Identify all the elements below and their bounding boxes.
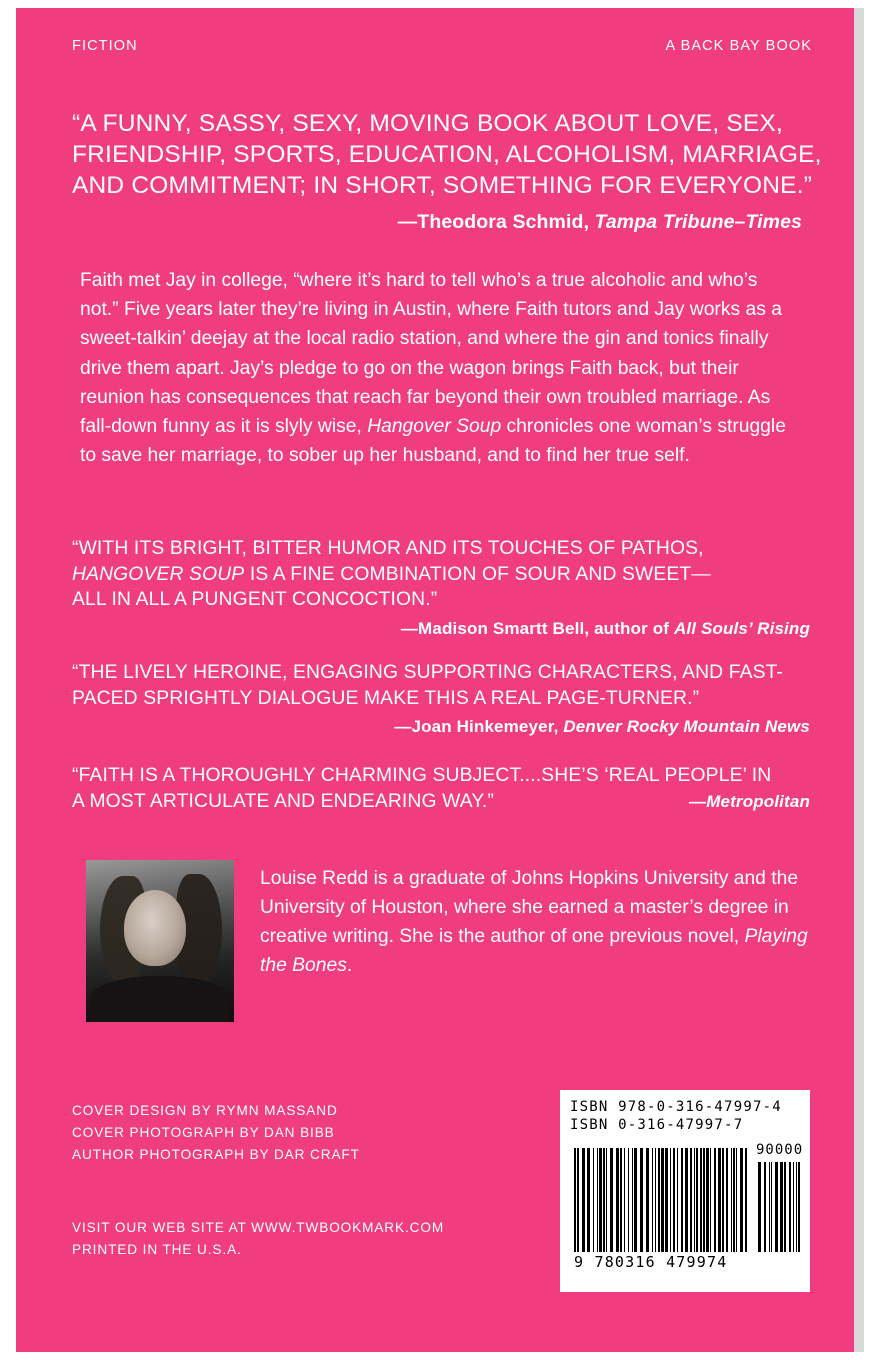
main-quote-line-2: FRIENDSHIP, SPORTS, EDUCATION, ALCOHOLISM, MARRIAGE, (72, 141, 822, 168)
description-part-1: Faith met Jay in college, “where it’s hard to tell who’s a true alcoholic and who’s not.” Five years later they’re living in Austin, where Faith tutors and Jay works as a sweet-talkin’ deejay at the local radio station, and where the gin and tonics finally drive them apart. Jay’s pledge to go on the wagon brings Faith back, but their reunion has consequences that reach far beyond their own troubled marriage. As fall-down funny as it is slyly wise, (80, 270, 782, 438)
main-quote-attribution (72, 207, 802, 238)
review-block-1 (72, 536, 810, 641)
review-2-citation-name: —Joan Hinkemeyer, (394, 717, 564, 737)
review-1-italic-title: HANGOVER SOUP (72, 563, 245, 585)
review-1-citation-source: All Souls’ Rising (673, 618, 810, 638)
review-2-citation-source: Denver Rocky Mountain News (563, 717, 810, 737)
author-bio-part-2: . (346, 955, 353, 976)
cover-content (72, 8, 822, 1352)
review-2-citation (72, 714, 810, 740)
author-photo-face (124, 890, 186, 966)
printed-in-line: PRINTED IN THE U.S.A. (72, 1242, 242, 1257)
main-quote-attribution-source: Tampa Tribune–Times (594, 211, 802, 233)
review-1-citation-name: —Madison Smartt Bell, author of (400, 618, 674, 638)
review-2-line-1: “THE LIVELY HEROINE, ENGAGING SUPPORTING CHARACTERS, AND FAST- (72, 662, 784, 683)
main-pull-quote (72, 108, 822, 238)
author-photo (86, 860, 234, 1022)
main-quote-attribution-name: —Theodora Schmid, (397, 211, 590, 233)
description-book-title: Hangover Soup (367, 416, 502, 438)
website-line: VISIT OUR WEB SITE AT WWW.TWBOOKMARK.COM (72, 1220, 445, 1235)
book-description (80, 266, 792, 470)
barcode-bars-addon (758, 1162, 800, 1252)
main-quote-line-1: “A FUNNY, SASSY, SEXY, MOVING BOOK ABOUT LOVE, SEX, (72, 110, 783, 137)
review-3-citation-source: —Metropolitan (689, 791, 810, 811)
publisher-website-info (72, 1217, 444, 1261)
cover-credits (72, 1100, 360, 1166)
review-block-2 (72, 660, 810, 740)
credit-line-1: COVER DESIGN BY RYMN MASSAND (72, 1103, 338, 1118)
imprint-label: A BACK BAY BOOK (665, 38, 812, 54)
book-back-cover (16, 8, 864, 1352)
cover-header (72, 38, 812, 54)
credit-line-2: COVER PHOTOGRAPH BY DAN BIBB (72, 1125, 335, 1140)
review-3-line-2 (72, 789, 544, 815)
review-1-line-3: ALL IN ALL A PUNGENT CONCOCTION.” (72, 589, 438, 611)
barcode-ean-digits: 9 780316 479974 (574, 1253, 728, 1271)
author-bio-part-1: Louise Redd is a graduate of Johns Hopkins University and the University of Houston, where she earned a master’s degree in creative writing. She is the author of one previous novel, (260, 868, 799, 947)
review-1-citation (72, 616, 810, 642)
author-bio-text (260, 860, 812, 1022)
review-2-line-2: PACED SPRIGHTLY DIALOGUE MAKE THIS A REAL PAGE-TURNER.” (72, 687, 700, 709)
author-bio-previous-title: Playing the Bones (260, 926, 808, 976)
isbn10-text: ISBN 0-316-47997-7 (570, 1117, 744, 1133)
barcode-addon-number: 90000 (756, 1142, 804, 1158)
author-photo-shoulders (90, 976, 230, 1022)
isbn13-text: ISBN 978-0-316-47997-4 (570, 1099, 782, 1115)
review-block-3 (72, 763, 810, 814)
cover-edge-shadow (854, 8, 864, 1352)
barcode-block (560, 1090, 810, 1292)
barcode-bars-main (574, 1148, 749, 1252)
credit-line-3: AUTHOR PHOTOGRAPH BY DAR CRAFT (72, 1147, 360, 1162)
review-1-line-2: HANGOVER SOUP IS A FINE COMBINATION OF SOUR AND SWEET— (72, 563, 711, 585)
review-3-line-1: “FAITH IS A THOROUGHLY CHARMING SUBJECT....SHE’S ‘REAL PEOPLE’ IN (72, 765, 772, 786)
review-3-line-2-text: A MOST ARTICULATE AND ENDEARING WAY.” (72, 790, 494, 812)
main-quote-line-3: AND COMMITMENT; IN SHORT, SOMETHING FOR EVERYONE.” (72, 172, 813, 199)
genre-label: FICTION (72, 38, 138, 54)
author-bio (86, 860, 812, 1022)
description-part-2: chronicles one woman’s struggle to save her marriage, to sober up her husband, and to find her true self. (80, 416, 786, 467)
review-1-line-1: “WITH ITS BRIGHT, BITTER HUMOR AND ITS TOUCHES OF PATHOS, (72, 538, 704, 559)
